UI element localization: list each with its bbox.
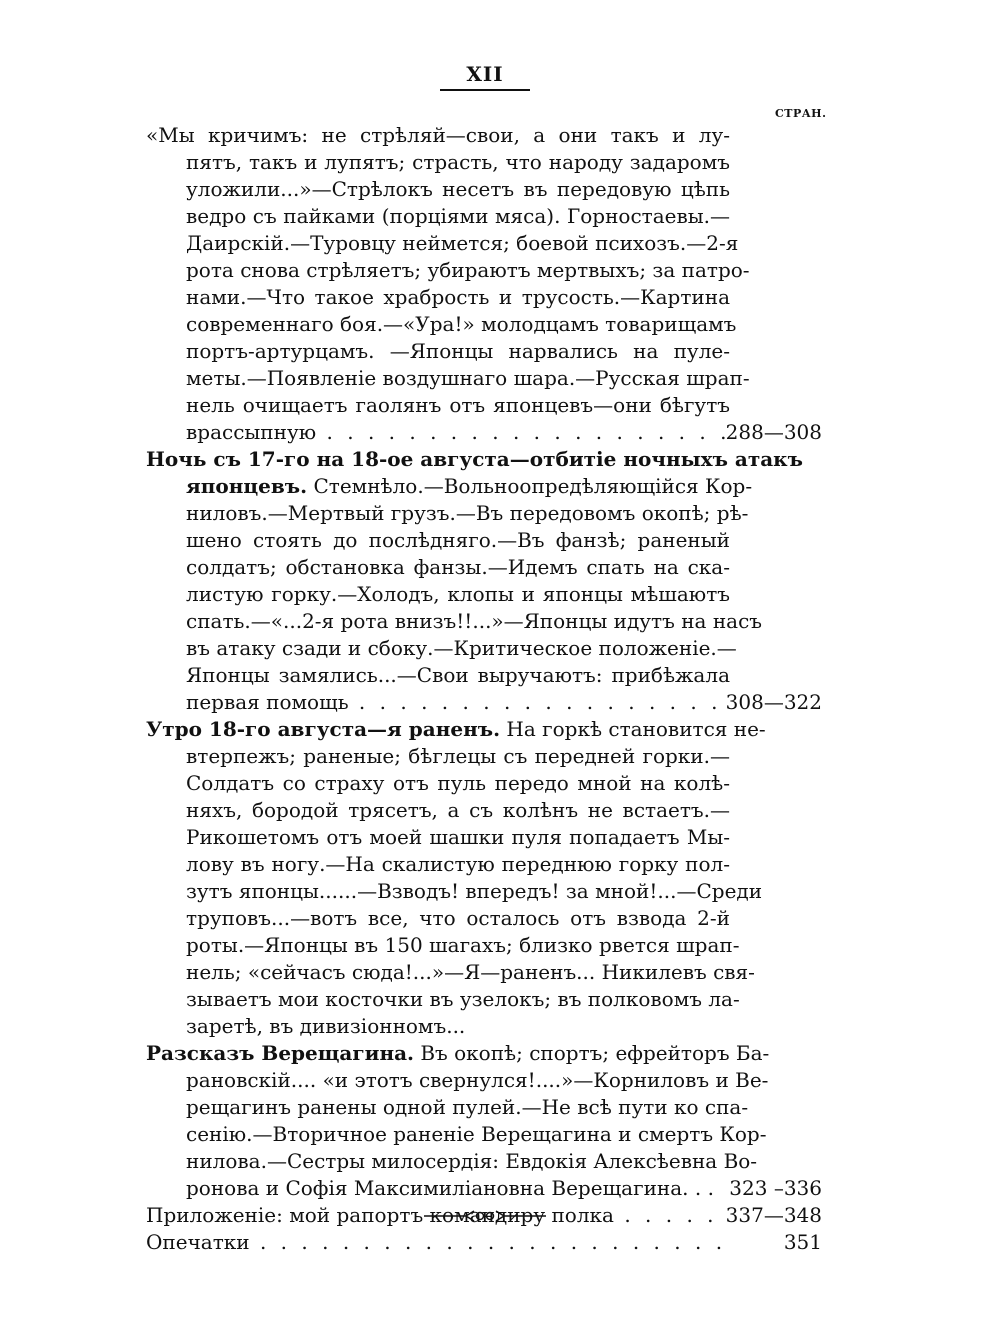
toc-entry: [0, 446, 1000, 716]
entry-heading: Разсказъ Верещагина.: [146, 1041, 414, 1065]
entry-line: портъ-артурцамъ. —Японцы нарвались на пуле-: [186, 339, 730, 363]
entry-heading: Утро 18-го августа—я раненъ.: [146, 717, 501, 741]
entry-line: Утро 18-го августа—я раненъ. На горкѣ становится не-: [146, 717, 766, 741]
entry-line: няхъ, бородой трясетъ, а съ колѣнъ не встаетъ.—: [186, 798, 730, 822]
entry-line: въ атаку сзади и сбоку.—Критическое положеніе.—: [186, 636, 737, 660]
entry-line: ронова и Софія Максимиліановна Верещагина. . .: [186, 1176, 714, 1200]
page-range: 288—308: [725, 420, 822, 444]
entry-line: спать.—«...2-я рота внизъ!!...»—Японцы идутъ на насъ: [186, 609, 762, 633]
page-number: XII: [466, 62, 504, 86]
entry-line: зутъ японцы......—Взводъ! впередъ! за мной!...—Среди: [186, 879, 763, 903]
entry-line: врассыпную . . .: [186, 419, 730, 446]
page-range: 323 –336: [729, 1176, 822, 1200]
entry-line: уложили...»—Стрѣлокъ несетъ въ передовую цѣпь: [186, 177, 730, 201]
page-range: 308—322: [725, 690, 822, 714]
entry-line: первая помощь . . .: [186, 689, 730, 716]
entry-line: роты.—Японцы въ 150 шагахъ; близко рвется шрап-: [186, 933, 740, 957]
entry-line: нель очищаетъ гаолянъ отъ японцевъ—они бѣгутъ: [186, 393, 730, 417]
entry-line: Японцы замялись...—Свои выручаютъ: прибѣжала: [186, 663, 730, 687]
page-range: 337—348: [725, 1203, 822, 1227]
decorative-flourish-icon: [420, 1206, 550, 1226]
entry-heading: японцевъ.: [186, 474, 308, 498]
entry-line: «Мы кричимъ: не стрѣляй—свои, а они такъ и лу-: [146, 123, 730, 147]
entry-line: Даирскій.—Туровцу неймется; боевой психозъ.—2-я: [186, 231, 739, 255]
entry-line: шено стоять до послѣдняго.—Въ фанзѣ; раненый: [186, 528, 730, 552]
entry-line: рановскій.... «и этотъ свернулся!....»—Корниловъ и Ве-: [186, 1068, 769, 1092]
toc-entry: [0, 1229, 1000, 1256]
toc-entry: [0, 122, 1000, 446]
entry-line: труповъ...—вотъ все, что осталось отъ взвода 2-й: [186, 906, 730, 930]
entry-line: сенію.—Вторичное раненіе Верещагина и смертъ Кор-: [186, 1122, 767, 1146]
entry-line: зываетъ мои косточки въ узелокъ; въ полковомъ ла-: [186, 987, 740, 1011]
header-rule: [440, 89, 530, 91]
entry-line: японцевъ. Стемнѣло.—Вольноопредѣляющійся Кор-: [186, 474, 753, 498]
entry-line: рещагинъ ранены одной пулей.—Не всѣ пути ко спа-: [186, 1095, 749, 1119]
entry-line: нилова.—Сестры милосердія: Евдокія Алексѣевна Во-: [186, 1149, 758, 1173]
page-range: 351: [783, 1230, 822, 1254]
toc-entry: [0, 716, 1000, 1040]
entry-line: нель; «сейчасъ сюда!...»—Я—раненъ... Никилевъ свя-: [186, 960, 755, 984]
entry-line: втерпежъ; раненые; бѣглецы съ передней горки.—: [186, 744, 730, 768]
entry-line: заретѣ, въ дивизіонномъ...: [186, 1014, 466, 1038]
table-of-contents: [0, 122, 1000, 1256]
entry-line: Опечатки . . .: [146, 1229, 730, 1256]
entry-line: Приложеніе: мой рапортъ командиру полка . . .: [146, 1202, 730, 1229]
entry-line: нами.—Что такое храбрость и трусость.—Картина: [186, 285, 730, 309]
entry-line: рота снова стрѣляетъ; убираютъ мертвыхъ; за патро-: [186, 258, 750, 282]
entry-heading-line: Ночь съ 17-го на 18-ое августа—отбитіе ночныхъ атакъ: [146, 447, 803, 471]
entry-line: Разсказъ Верещагина. Въ окопѣ; спортъ; ефрейторъ Ба-: [146, 1041, 770, 1065]
entry-line: Рикошетомъ отъ моей шашки пуля попадаетъ Мы-: [186, 825, 730, 849]
entry-line: пятъ, такъ и лупятъ; страсть, что народу задаромъ: [186, 150, 730, 174]
entry-line: Солдатъ со страху отъ пуль передо мной на колѣ-: [186, 771, 730, 795]
pages-column-label: СТРАН.: [775, 107, 827, 120]
entry-line: ниловъ.—Мертвый грузъ.—Въ передовомъ окопѣ; рѣ-: [186, 501, 749, 525]
entry-line: ведро съ пайками (порціями мяса). Горностаевы.—: [186, 204, 730, 228]
entry-line: современнаго боя.—«Ура!» молодцамъ товарищамъ: [186, 312, 737, 336]
entry-line: лову въ ногу.—На скалистую переднюю горку пол-: [186, 852, 730, 876]
entry-line: солдатъ; обстановка фанзы.—Идемъ спать на ска-: [186, 555, 730, 579]
toc-entry: [0, 1040, 1000, 1202]
entry-line: меты.—Появленіе воздушнаго шара.—Русская шрап-: [186, 366, 750, 390]
entry-line: листую горку.—Холодъ, клопы и японцы мѣшаютъ: [186, 582, 730, 606]
